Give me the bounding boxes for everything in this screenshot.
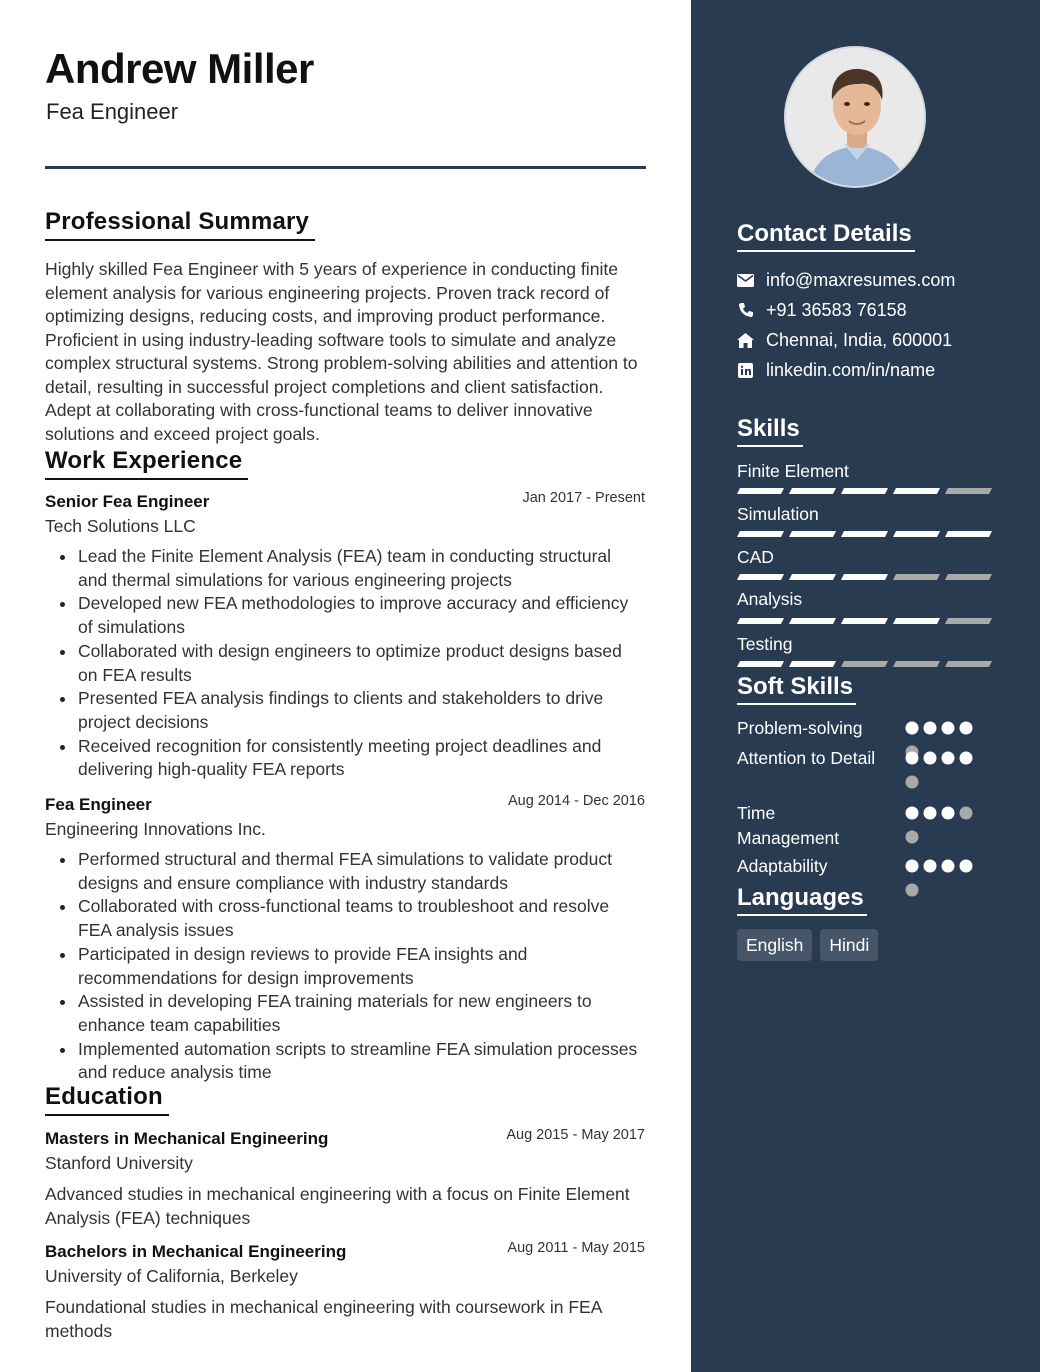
- soft-skill-dot: [942, 752, 955, 765]
- soft-skill-name: Adaptability: [737, 856, 828, 876]
- list-item: Collaborated with cross-functional teams to troubleshoot and resolve FEA analysis issues: [45, 895, 645, 942]
- language-chip: Hindi: [820, 929, 878, 961]
- contact-linkedin-value[interactable]: linkedin.com/in/name: [766, 359, 936, 380]
- job-bullets: [45, 545, 645, 782]
- skill-bar-segment: [893, 661, 940, 667]
- experience-heading: Work Experience: [45, 447, 248, 480]
- soft-skill-dot: [942, 807, 955, 820]
- list-item: Implemented automation scripts to streamline FEA simulation processes and reduce analysis time: [45, 1038, 645, 1085]
- skill-bar: [737, 618, 993, 624]
- languages-heading: Languages: [737, 884, 867, 916]
- list-item: Collaborated with design engineers to optimize product designs based on FEA results: [45, 640, 645, 687]
- soft-skill-dot: [942, 860, 955, 873]
- language-chip: English: [737, 929, 812, 961]
- contact-phone: [737, 298, 907, 322]
- list-item: Developed new FEA methodologies to improve accuracy and efficiency of simulations: [45, 592, 645, 639]
- soft-skill-dot: [960, 860, 973, 873]
- skill-bar: [737, 531, 993, 537]
- skill-name: CAD: [737, 547, 774, 567]
- job-entry: [45, 795, 645, 1085]
- job-role: Senior Fea Engineer: [45, 492, 210, 511]
- skill-name: Finite Element: [737, 461, 849, 481]
- job-bullets: [45, 848, 645, 1085]
- skill-bar-segment: [945, 574, 992, 580]
- skill-bar-segment: [737, 488, 784, 494]
- candidate-title: Fea Engineer: [46, 99, 179, 124]
- skill-bar-segment: [945, 531, 992, 537]
- school-name: Stanford University: [45, 1153, 193, 1173]
- soft-skill-name: Problem-solving: [737, 718, 863, 738]
- soft-skills-heading: Soft Skills: [737, 673, 856, 705]
- education-entry: [45, 1242, 645, 1343]
- contact-email: [737, 268, 955, 292]
- soft-skill-dot: [906, 722, 919, 735]
- skill-bar-segment: [789, 618, 836, 624]
- education-entry: [45, 1129, 645, 1230]
- job-date: Aug 2014 - Dec 2016: [507, 793, 645, 809]
- degree-name: Bachelors in Mechanical Engineering: [45, 1242, 347, 1261]
- soft-skill-dot: [924, 722, 937, 735]
- soft-skill-dot: [924, 860, 937, 873]
- header-divider: [45, 166, 646, 169]
- skill-bar-segment: [737, 531, 784, 537]
- list-item: Assisted in developing FEA training materials for new engineers to enhance team capabilities: [45, 990, 645, 1037]
- soft-skill-dot: [960, 722, 973, 735]
- skill-bar-segment: [737, 661, 784, 667]
- skill-bar: [737, 488, 993, 494]
- job-date: Jan 2017 - Present: [522, 490, 645, 506]
- soft-skill-dots: [905, 750, 980, 790]
- skill-bar-segment: [841, 531, 888, 537]
- profile-photo: [784, 46, 926, 188]
- avatar: [786, 48, 926, 188]
- soft-skill-dot: [924, 752, 937, 765]
- soft-skill-name: Time Management: [737, 803, 840, 848]
- home-icon: [737, 332, 754, 349]
- skill-bar-segment: [789, 488, 836, 494]
- soft-skill-dot: [906, 884, 919, 897]
- job-role: Fea Engineer: [45, 795, 152, 814]
- job-company: Tech Solutions LLC: [45, 516, 196, 536]
- list-item: Presented FEA analysis findings to clients and stakeholders to drive project decisions: [45, 687, 645, 734]
- phone-icon: [737, 302, 754, 319]
- envelope-icon: [737, 272, 754, 289]
- contact-email-value[interactable]: info@maxresumes.com: [766, 269, 956, 290]
- soft-skill-dot: [960, 807, 973, 820]
- language-list: [737, 929, 878, 961]
- soft-skill-dots: [905, 805, 980, 845]
- summary-text: Highly skilled Fea Engineer with 5 years of experience in conducting finite element analysis for various engineering projects. Proven track record of optimizing designs, reducing costs, and improving product performance. Proficient in using industry-leading software tools to simulate and analyze complex structural systems. Strong problem-solving abilities and attention to detail, resulting in successful project completions and client satisfaction. Adept at collaborating with cross-functional teams to deliver innovative solutions and exceed project goals.: [45, 259, 638, 444]
- skill-bar: [737, 661, 993, 667]
- linkedin-icon: [737, 362, 754, 379]
- education-description: Foundational studies in mechanical engineering with coursework in FEA methods: [45, 1297, 602, 1341]
- skill-bar-segment: [841, 488, 888, 494]
- job-entry: [45, 492, 645, 782]
- contact-address: [737, 328, 952, 352]
- degree-name: Masters in Mechanical Engineering: [45, 1129, 329, 1148]
- skill-bar-segment: [841, 661, 888, 667]
- education-heading: Education: [45, 1083, 169, 1116]
- education-date: Aug 2015 - May 2017: [506, 1127, 645, 1143]
- contact-address-value: Chennai, India, 600001: [766, 329, 953, 350]
- school-name: University of California, Berkeley: [45, 1266, 298, 1286]
- soft-skill-dots: [905, 858, 980, 898]
- soft-skill-name: Attention to Detail: [737, 748, 876, 768]
- skill-bar-segment: [893, 488, 940, 494]
- skill-bar-segment: [945, 661, 992, 667]
- skill-name: Analysis: [737, 589, 803, 609]
- list-item: Lead the Finite Element Analysis (FEA) team in conducting structural and thermal simulations for various engineering projects: [45, 545, 645, 592]
- contact-phone-value: +91 36583 76158: [766, 299, 907, 320]
- soft-skill-dot: [906, 831, 919, 844]
- skill-bar-segment: [945, 618, 992, 624]
- contact-linkedin: [737, 358, 935, 382]
- soft-skill-dot: [906, 860, 919, 873]
- job-company: Engineering Innovations Inc.: [45, 819, 266, 839]
- skill-bar-segment: [893, 618, 940, 624]
- skill-name: Simulation: [737, 504, 819, 524]
- soft-skill-dot: [906, 776, 919, 789]
- summary-heading: Professional Summary: [45, 208, 315, 241]
- skill-bar: [737, 574, 993, 580]
- skill-bar-segment: [893, 531, 940, 537]
- education-description: Advanced studies in mechanical engineering with a focus on Finite Element Analysis (FEA) techniques: [45, 1184, 630, 1228]
- skill-bar-segment: [841, 618, 888, 624]
- soft-skill-dot: [906, 752, 919, 765]
- education-date: Aug 2011 - May 2015: [507, 1240, 645, 1256]
- soft-skill-dot: [960, 752, 973, 765]
- skill-bar-segment: [737, 574, 784, 580]
- skill-bar-segment: [789, 531, 836, 537]
- candidate-name: Andrew Miller: [45, 45, 314, 92]
- skill-bar-segment: [945, 488, 992, 494]
- soft-skill-dot: [924, 807, 937, 820]
- soft-skill-dot: [906, 807, 919, 820]
- skill-bar-segment: [893, 574, 940, 580]
- list-item: Performed structural and thermal FEA simulations to validate product designs and ensure compliance with industry standards: [45, 848, 645, 895]
- skill-bar-segment: [737, 618, 784, 624]
- list-item: Received recognition for consistently meeting project deadlines and delivering high-quality FEA reports: [45, 735, 645, 782]
- list-item: Participated in design reviews to provide FEA insights and recommendations for design improvements: [45, 943, 645, 990]
- skill-bar-segment: [789, 574, 836, 580]
- skill-bar-segment: [789, 661, 836, 667]
- contact-heading: Contact Details: [737, 220, 915, 252]
- skill-name: Testing: [737, 634, 793, 654]
- soft-skill-dot: [942, 722, 955, 735]
- skills-heading: Skills: [737, 415, 803, 447]
- skill-bar-segment: [841, 574, 888, 580]
